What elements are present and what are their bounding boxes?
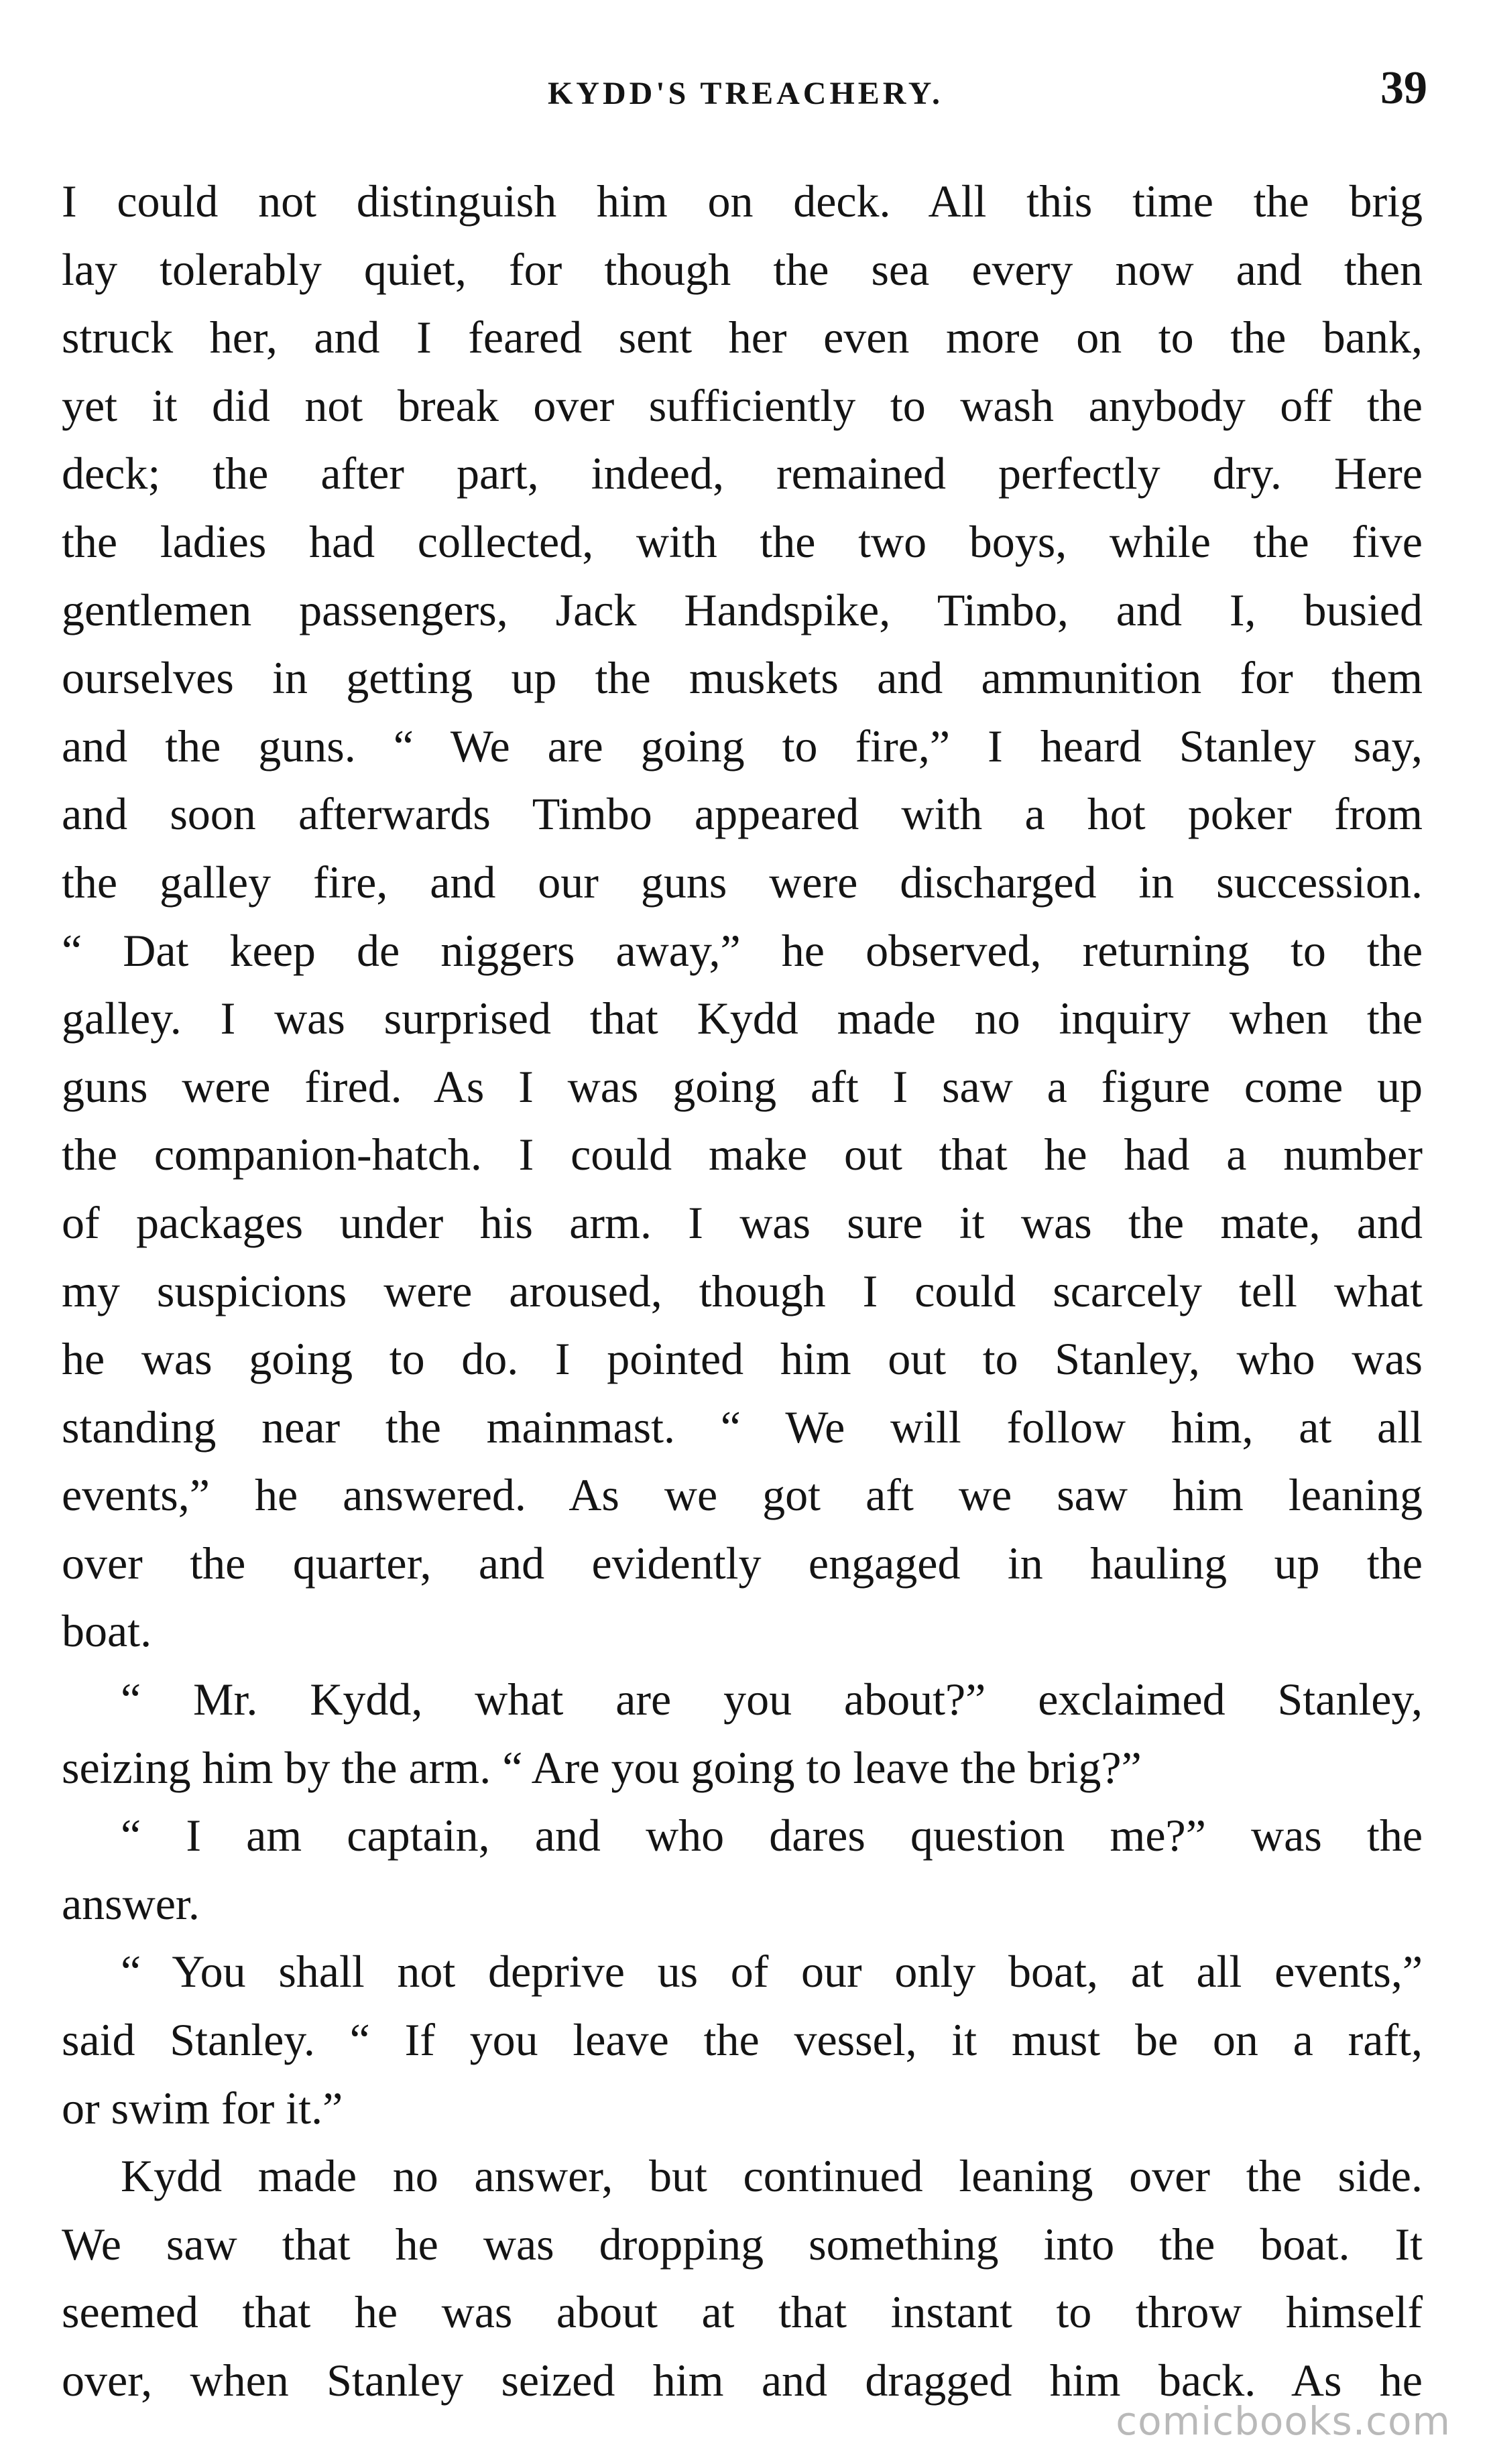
text-line: over the quarter, and evidently engaged in hauling up the xyxy=(62,1537,1423,1589)
text-line: galley. I was surprised that Kydd made no inquiry when the xyxy=(62,993,1423,1044)
running-title: KYDD'S TREACHERY. xyxy=(547,76,944,111)
text-line: ourselves in getting up the muskets and ammunition for them xyxy=(62,652,1423,704)
text-line: yet it did not break over sufficiently to wash anybody off the xyxy=(62,379,1423,431)
text-line: Kydd made no answer, but continued leaning over the side. xyxy=(121,2150,1423,2202)
text-line: We saw that he was dropping something into the boat. It xyxy=(62,2218,1423,2270)
text-line: he was going to do. I pointed him out to Stanley, who was xyxy=(62,1333,1423,1385)
page-number: 39 xyxy=(1380,62,1427,114)
text-line: answer. xyxy=(62,1877,200,1929)
text-line: said Stanley. “ If you leave the vessel, it must be on a raft, xyxy=(62,2014,1423,2066)
text-line: deck; the after part, indeed, remained perfectly dry. Here xyxy=(62,448,1423,499)
text-line: and the guns. “ We are going to fire,” I heard Stanley say, xyxy=(62,720,1423,772)
text-line: standing near the mainmast. “ We will follow him, at all xyxy=(62,1401,1423,1453)
text-line: my suspicions were aroused, though I could scarcely tell what xyxy=(62,1265,1423,1316)
body-text xyxy=(62,168,1423,2415)
text-line: the galley fire, and our guns were discharged in succession. xyxy=(62,856,1423,908)
text-line: the companion-hatch. I could make out that he had a number xyxy=(62,1129,1423,1180)
text-line: over, when Stanley seized him and dragged him back. As he xyxy=(62,2355,1423,2406)
text-line: “ Mr. Kydd, what are you about?” exclaimed Stanley, xyxy=(121,1674,1423,1725)
text-line: events,” he answered. As we got aft we saw him leaning xyxy=(62,1469,1423,1521)
text-line: I could not distinguish him on deck. All this time the brig xyxy=(62,176,1423,227)
text-line: and soon afterwards Timbo appeared with a hot poker from xyxy=(62,788,1423,840)
text-line: guns were fired. As I was going aft I saw a figure come up xyxy=(62,1060,1423,1112)
text-line: gentlemen passengers, Jack Handspike, Timbo, and I, busied xyxy=(62,584,1423,635)
watermark: comicbooks.com xyxy=(1116,2398,1451,2444)
text-line: or swim for it.” xyxy=(62,2082,343,2134)
text-line: boat. xyxy=(62,1605,152,1657)
running-header xyxy=(0,62,1491,122)
text-line: the ladies had collected, with the two boys, while the five xyxy=(62,515,1423,567)
text-line: struck her, and I feared sent her even more on to the bank, xyxy=(62,312,1423,363)
text-line: “ Dat keep de niggers away,” he observed, returning to the xyxy=(62,924,1423,976)
text-line: lay tolerably quiet, for though the sea every now and then xyxy=(62,243,1423,295)
text-line: “ You shall not deprive us of our only boat, at all events,” xyxy=(121,1946,1423,1997)
text-line: “ I am captain, and who dares question me?” was the xyxy=(121,1810,1423,1861)
text-line: of packages under his arm. I was sure it was the mate, and xyxy=(62,1196,1423,1248)
text-line: seemed that he was about at that instant to throw himself xyxy=(62,2286,1423,2338)
text-line: seizing him by the arm. “ Are you going to leave the brig?” xyxy=(62,1741,1142,1793)
